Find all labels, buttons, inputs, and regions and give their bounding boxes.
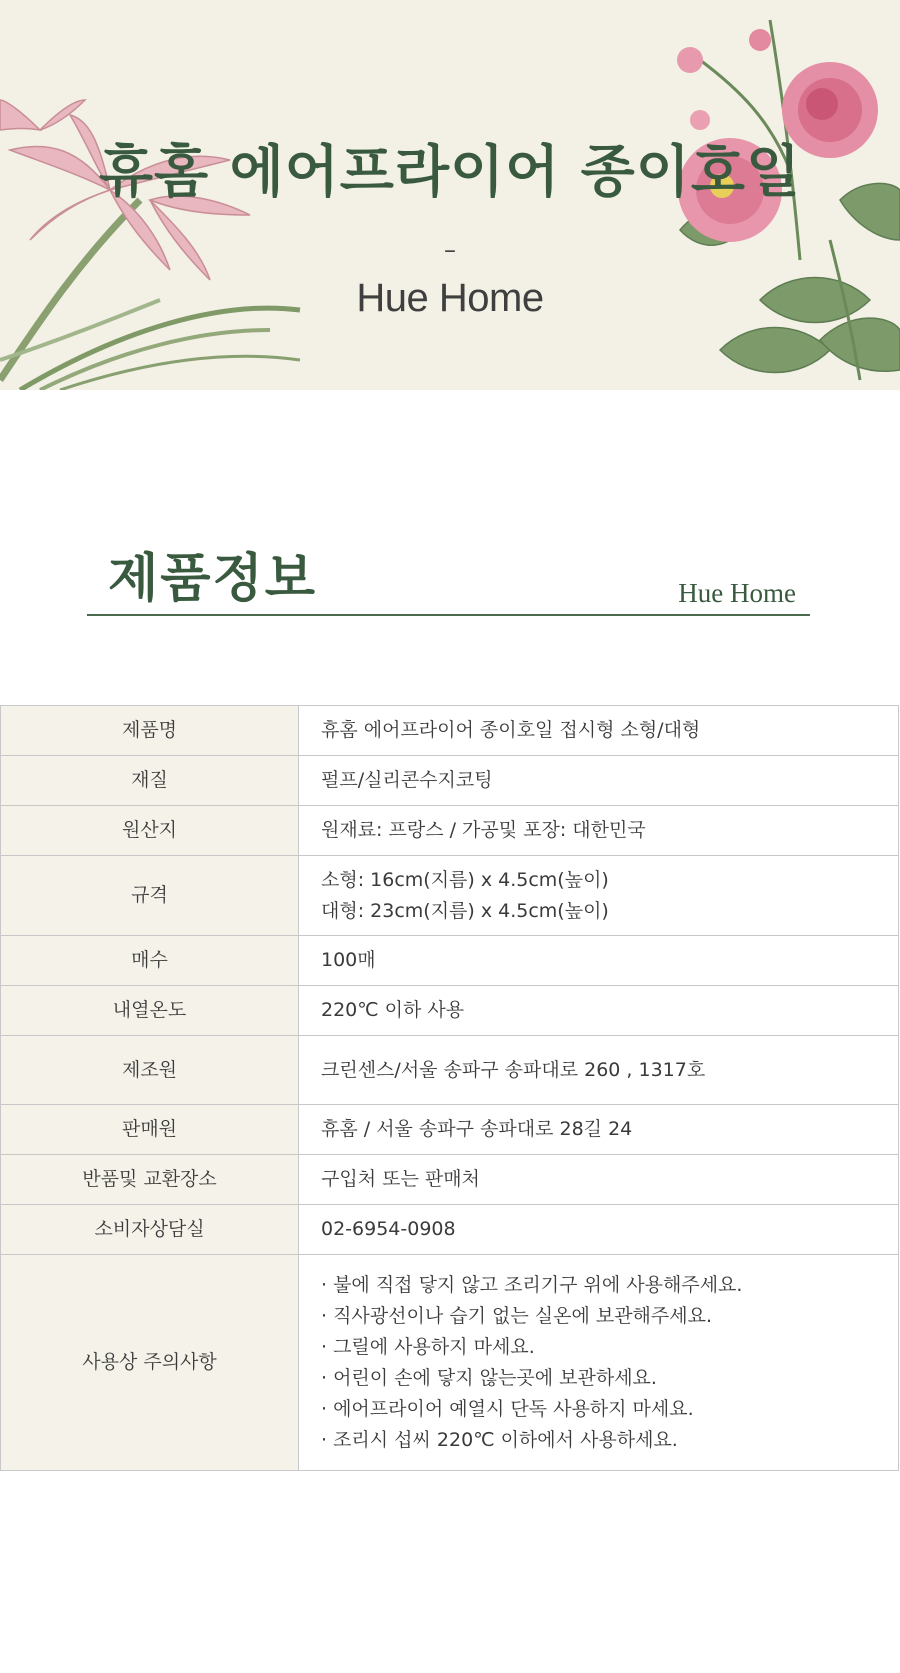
- section-brand: Hue Home: [678, 578, 796, 608]
- section-divider: [87, 614, 810, 616]
- caution-line: · 조리시 섭씨 220℃ 이하에서 사용하세요.: [321, 1428, 678, 1451]
- row-label: 내열온도: [1, 986, 299, 1036]
- table-row: [1, 756, 899, 806]
- row-label: 판매원: [1, 1105, 299, 1155]
- banner-title: 휴홈 에어프라이어 종이호일: [98, 140, 802, 205]
- row-value: [299, 706, 899, 756]
- caution-line: · 직사광선이나 습기 없는 실온에 보관해주세요.: [321, 1304, 713, 1327]
- row-value-line: 대형: 23cm(지름) x 4.5cm(높이): [321, 899, 609, 922]
- table-row: [1, 1255, 899, 1471]
- table-row: [1, 856, 899, 936]
- row-label: 재질: [1, 756, 299, 806]
- row-label: 제조원: [1, 1036, 299, 1105]
- row-value: [299, 856, 899, 936]
- row-label: 제품명: [1, 706, 299, 756]
- row-value-line: 02-6954-0908: [321, 1218, 456, 1240]
- row-label: 규격: [1, 856, 299, 936]
- table-row: [1, 706, 899, 756]
- row-value: [299, 1205, 899, 1255]
- row-value: [299, 1036, 899, 1105]
- row-label: 반품및 교환장소: [1, 1155, 299, 1205]
- row-value-line: 펄프/실리콘수지코팅: [321, 769, 493, 791]
- row-value-line: 100매: [321, 949, 376, 971]
- product-info-table: [0, 705, 899, 1471]
- banner-divider: –: [444, 236, 456, 264]
- row-label: 소비자상담실: [1, 1205, 299, 1255]
- table-row: [1, 936, 899, 986]
- row-value-line: 소형: 16cm(지름) x 4.5cm(높이): [321, 868, 609, 891]
- row-value: [299, 806, 899, 856]
- row-value-line: 휴홈 에어프라이어 종이호일 접시형 소형/대형: [321, 719, 701, 741]
- row-value-line: 220℃ 이하 사용: [321, 999, 465, 1021]
- table-row: [1, 1155, 899, 1205]
- table-row: [1, 1205, 899, 1255]
- row-value: [299, 986, 899, 1036]
- row-value: [299, 756, 899, 806]
- row-label: 매수: [1, 936, 299, 986]
- banner-brand: Hue Home: [356, 276, 544, 320]
- section-title: 제품정보: [108, 548, 317, 609]
- row-value: [299, 936, 899, 986]
- table-row: [1, 1036, 899, 1105]
- table-row: [1, 806, 899, 856]
- table-row: [1, 1105, 899, 1155]
- row-value-line: 크린센스/서울 송파구 송파대로 260 , 1317호: [321, 1058, 706, 1081]
- row-value: [299, 1105, 899, 1155]
- row-value-line: 원재료: 프랑스 / 가공및 포장: 대한민국: [321, 819, 646, 841]
- row-label: 사용상 주의사항: [1, 1255, 299, 1471]
- row-value: [299, 1255, 899, 1471]
- caution-line: · 어린이 손에 닿지 않는곳에 보관하세요.: [321, 1366, 657, 1389]
- caution-line: · 에어프라이어 예열시 단독 사용하지 마세요.: [321, 1397, 694, 1420]
- hero-banner: [0, 0, 900, 390]
- row-label: 원산지: [1, 806, 299, 856]
- caution-line: · 불에 직접 닿지 않고 조리기구 위에 사용해주세요.: [321, 1273, 743, 1296]
- row-value: [299, 1155, 899, 1205]
- row-value-line: 휴홈 / 서울 송파구 송파대로 28길 24: [321, 1118, 633, 1140]
- table-row: [1, 986, 899, 1036]
- caution-line: · 그릴에 사용하지 마세요.: [321, 1335, 535, 1358]
- row-value-line: 구입처 또는 판매처: [321, 1168, 480, 1190]
